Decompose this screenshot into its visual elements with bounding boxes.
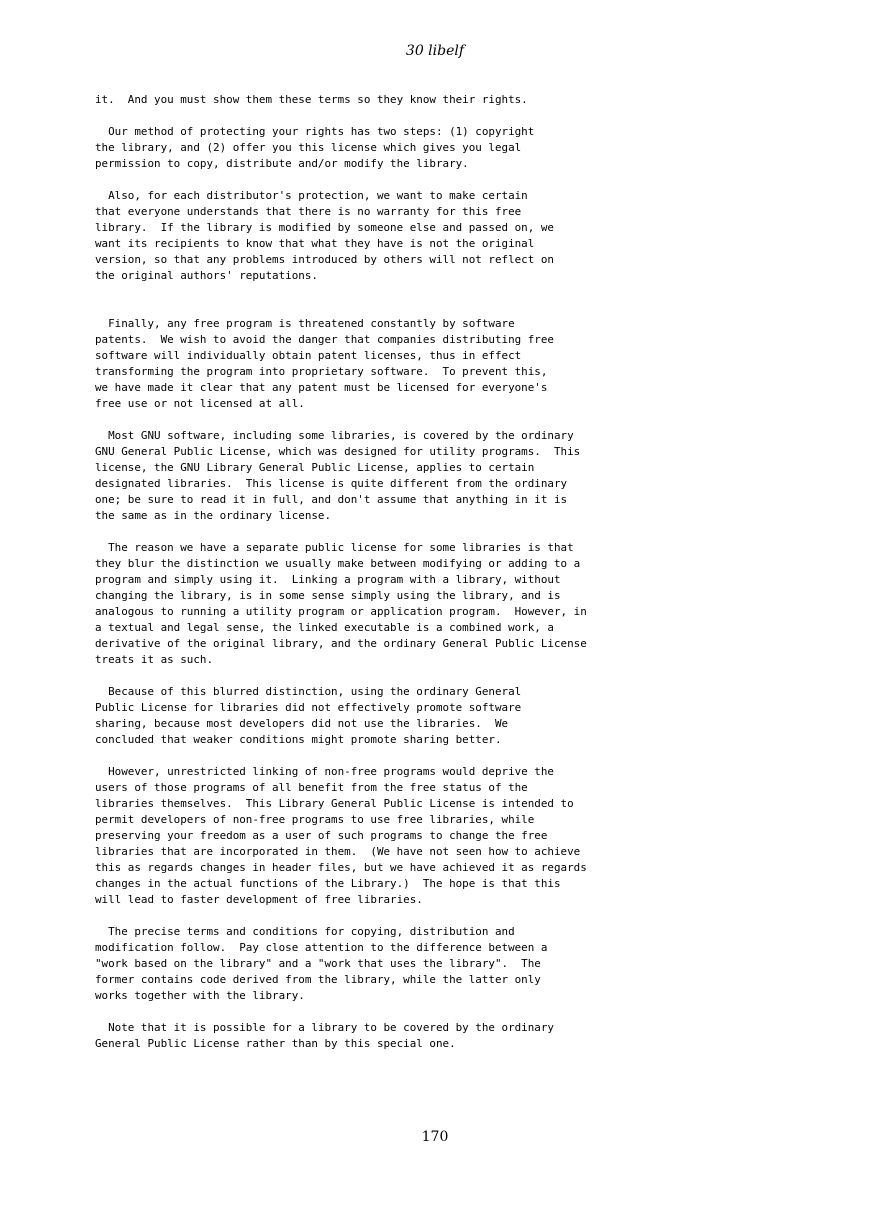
running-header: 30 libelf [405,43,465,59]
license-preamble-text [95,92,815,1052]
paragraph-gap [95,668,815,684]
paragraph-blurred-distinction: Because of this blurred distinction, using the ordinary General Public License for libraries did not effectively promote software sharing, because most developers did not use the libraries. We concluded that weaker conditions might promote sharing better. [95,685,522,746]
paragraph-gap [95,412,815,428]
paragraph-gap [95,908,815,924]
paragraph-gap [95,108,815,124]
paragraph-gnu-software: Most GNU software, including some libraries, is covered by the ordinary GNU General Public License, which was designed for utility programs. This license, the GNU Library General Public License, applies to certain designated libraries. This license is quite different from the ordinary one; be sure to read it in full, and don't assume that anything in it is the same as in the ordinary license. [95,429,581,522]
paragraph-ordinary-license-note: Note that it is possible for a library to be covered by the ordinary General Public License rather than by this special one. [95,1021,554,1050]
paragraph-software-patents: Finally, any free program is threatened constantly by software patents. We wish to avoid the danger that companies distributing free software will individually obtain patent licenses, thus in effect transforming the program into proprietary software. To prevent this, we have made it clear that any patent must be licensed for everyone's free use or not licensed at all. [95,317,554,410]
paragraph-precise-terms: The precise terms and conditions for copying, distribution and modification follow. Pay close attention to the difference between a "work based on the library" and a "work that uses the library". The former contains code derived from the library, while the latter only works together with the library. [95,925,548,1002]
paragraph-show-terms: it. And you must show them these terms so they know their rights. [95,93,528,106]
paragraph-gap [95,524,815,540]
paragraph-separate-license-reason: The reason we have a separate public license for some libraries is that they blur the distinction we usually make between modifying or adding to a program and simply using it. Linking a program with a library, without changing the library, is in some sense simply using the library, and is analogous to running a utility program or application program. However, in a textual and legal sense, the linked executable is a combined work, a derivative of the original library, and the ordinary General Public License treats it as such. [95,541,587,666]
paragraph-protection-steps: Our method of protecting your rights has two steps: (1) copyright the library, and (2) offer you this license which gives you legal permission to copy, distribute and/or modify the library. [95,125,535,170]
paragraph-gap [95,172,815,188]
paragraph-gap [95,1004,815,1020]
paragraph-gap [95,748,815,764]
paragraph-no-warranty: Also, for each distributor's protection, we want to make certain that everyone understands that there is no warranty for this free library. If the library is modified by someone else and passed on, we want its recipients to know that what they have is not the original version, so that any problems introduced by others will not reflect on the original authors' reputations. [95,189,554,282]
page-number: 170 [421,1129,449,1145]
paragraph-gap [95,284,815,316]
paragraph-unrestricted-linking: However, unrestricted linking of non-free programs would deprive the users of those programs of all benefit from the free status of the libraries themselves. This Library General Public License is intended to permit developers of non-free programs to use free libraries, while preserving your freedom as a user of such programs to change the free libraries that are incorporated in them. (We have not seen how to achieve this as regards changes in header files, but we have achieved it as regards changes in the actual functions of the Library.) The hope is that this will lead to faster development of free libraries. [95,765,587,906]
